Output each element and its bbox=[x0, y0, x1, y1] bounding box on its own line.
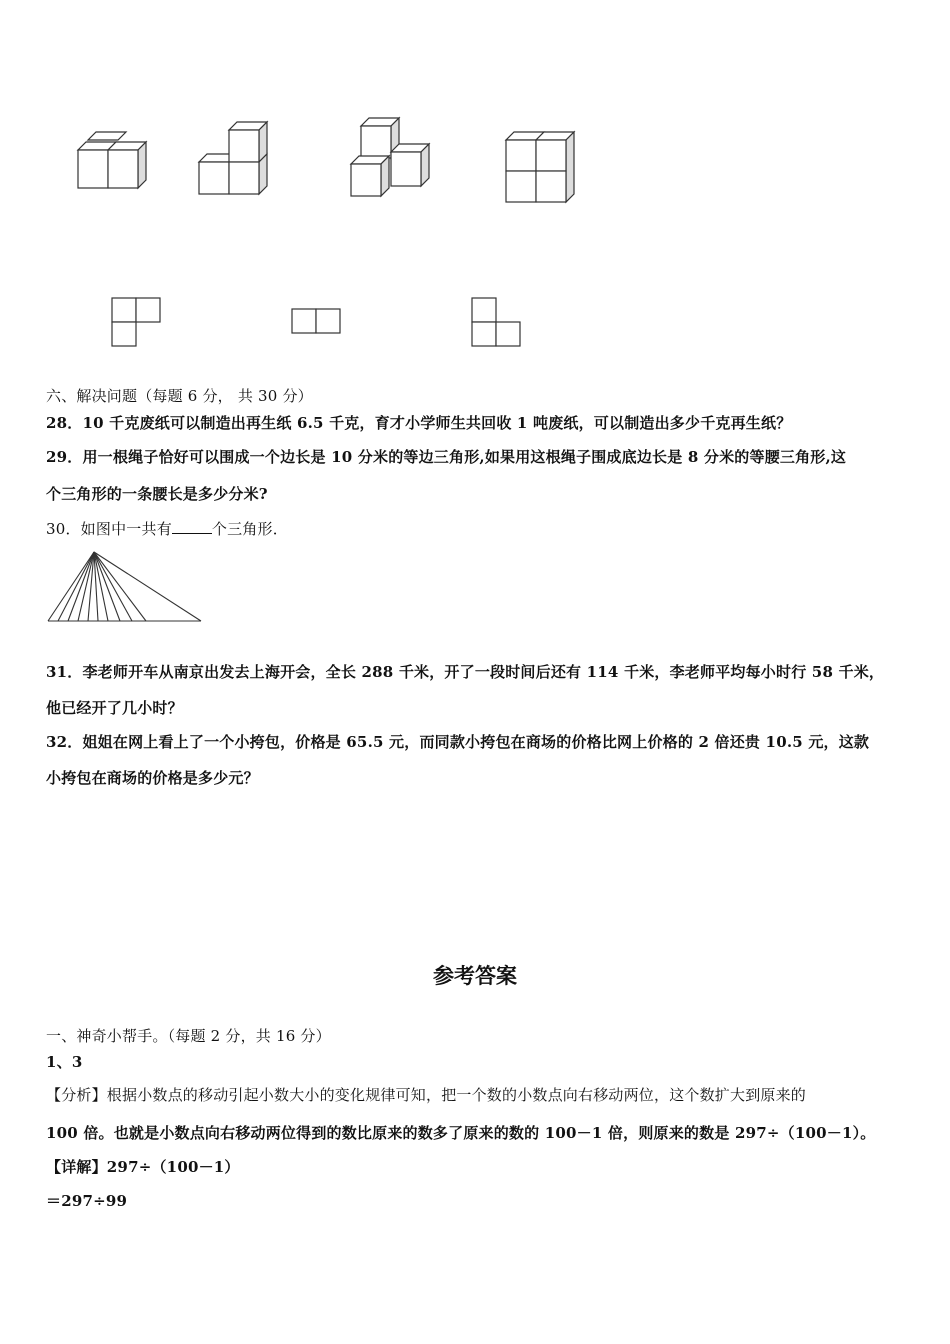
analysis-line2: 100 倍。也就是小数点向右移动两位得到的数比原来的数多了原来的数的 100－1 倍，则原来的数是 297÷（100－1）。 bbox=[46, 1124, 876, 1142]
view-figure-3 bbox=[470, 296, 525, 348]
question-32-line1: 32．姐姐在网上看上了一个小挎包，价格是 65.5 元，而同款小挎包在商场的价格比网上价格的 2 倍还贵 10.5 元，这款 bbox=[46, 733, 870, 751]
cube-figure-2 bbox=[195, 118, 285, 198]
question-28: 28．10 千克废纸可以制造出再生纸 6.5 千克，育才小学师生共回收 1 吨废纸，可以制造出多少千克再生纸？ bbox=[46, 414, 792, 432]
cube-figure-4 bbox=[500, 126, 590, 206]
question-32-line2: 小挎包在商场的价格是多少元？ bbox=[46, 769, 259, 787]
section-heading: 六、解决问题（每题 6 分， 共 30 分） bbox=[46, 387, 313, 405]
detail-line1: 【详解】297÷（100－1） bbox=[46, 1158, 240, 1176]
question-29-line1: 29．用一根绳子恰好可以围成一个边长是 10 分米的等边三角形,如果用这根绳子围成底边长是 8 分米的等腰三角形,这 bbox=[46, 448, 847, 466]
view-figure-2 bbox=[290, 307, 345, 337]
question-30 bbox=[46, 518, 288, 539]
question-29-line2: 个三角形的一条腰长是多少分米? bbox=[46, 485, 268, 503]
triangle-fan-figure bbox=[44, 548, 208, 626]
view-figure-1 bbox=[110, 296, 165, 348]
answer-item-1: 1、3 bbox=[46, 1053, 83, 1071]
detail-line2: ＝297÷99 bbox=[46, 1192, 128, 1210]
analysis-line1: 【分析】根据小数点的移动引起小数大小的变化规律可知，把一个数的小数点向右移动两位，这个数扩大到原来的 bbox=[46, 1086, 807, 1104]
cube-figure-3 bbox=[345, 112, 440, 202]
answer-blank bbox=[172, 521, 212, 534]
question-30-prefix: 30．如图中一共有 bbox=[46, 520, 172, 538]
question-31-line1: 31．李老师开车从南京出发去上海开会，全长 288 千米，开了一段时间后还有 114 千米，李老师平均每小时行 58 千米， bbox=[46, 663, 885, 681]
answers-title: 参考答案 bbox=[433, 964, 517, 988]
question-30-suffix: 个三角形． bbox=[211, 520, 288, 538]
cube-figure-1 bbox=[70, 130, 160, 200]
answers-section1-heading: 一、神奇小帮手。（每题 2 分，共 16 分） bbox=[46, 1027, 331, 1045]
question-31-line2: 他已经开了几小时？ bbox=[46, 699, 183, 717]
